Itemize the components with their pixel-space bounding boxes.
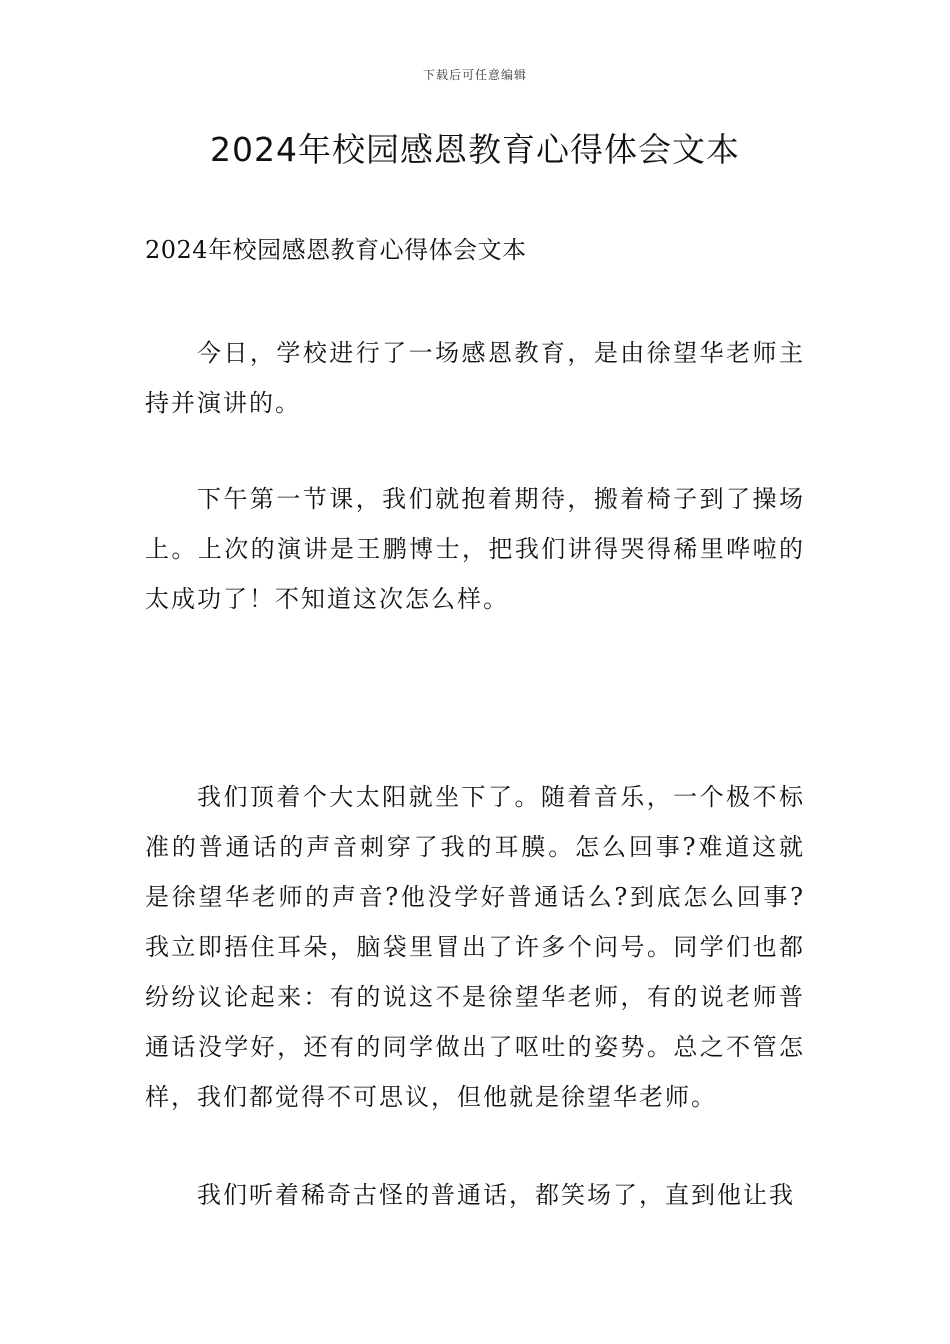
document-subtitle: 2024年校园感恩教育心得体会文本 [145, 236, 527, 264]
paragraph-4: 我们听着稀奇古怪的普通话，都笑场了，直到他让我 [197, 1181, 795, 1209]
paragraph-1: 今日，学校进行了一场感恩教育，是由徐望华老师主持并演讲的。 [145, 339, 805, 417]
document-title: 2024年校园感恩教育心得体会文本 [210, 130, 740, 169]
paragraph-2: 下午第一节课，我们就抱着期待，搬着椅子到了操场上。上次的演讲是王鹏博士，把我们讲得哭得稀里哗啦的太成功了！不知道这次怎么样。 [145, 485, 805, 613]
paragraph-3: 我们顶着个大太阳就坐下了。随着音乐，一个极不标准的普通话的声音刺穿了我的耳膜。怎么回事?难道这就是徐望华老师的声音?他没学好普通话么?到底怎么回事?我立即捂住耳朵，脑袋里冒出了许多个问号。同学们也都纷纷议论起来：有的说这不是徐望华老师，有的说老师普通话没学好，还有的同学做出了呕吐的姿势。总之不管怎样，我们都觉得不可思议，但他就是徐望华老师。 [145, 783, 805, 1111]
header-note: 下载后可任意编辑 [422, 68, 527, 82]
